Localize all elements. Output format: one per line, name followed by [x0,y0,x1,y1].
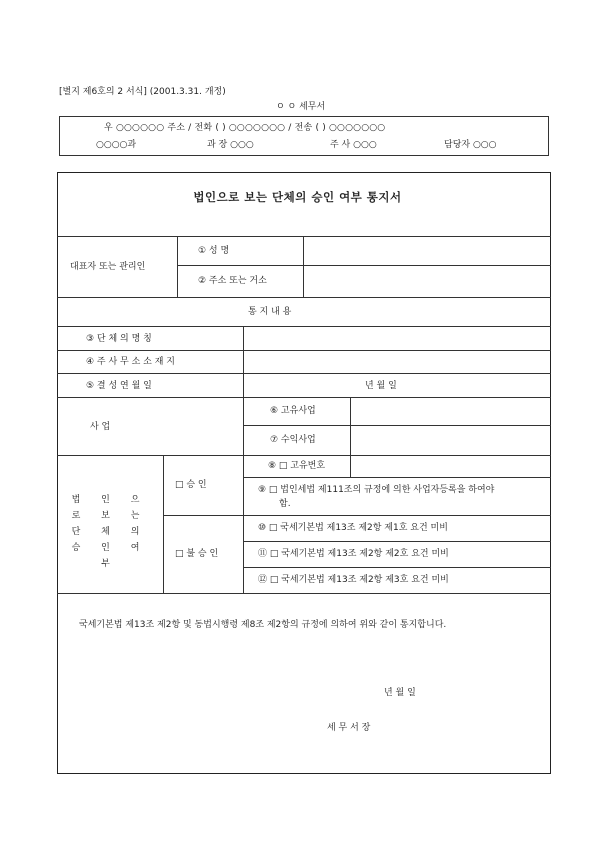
office-location-label: ④ 주 사 무 소 소 재 지 [86,357,175,367]
tax-office-head: 세 무 서 장 [327,723,371,733]
row-divider [57,593,551,594]
registration-line-1[interactable]: ⑨ □ 법인세법 제111조의 규정에 의한 사업자등록을 하여야 [258,485,495,495]
name-label: ① 성 명 [198,246,230,256]
approved-label[interactable]: □ 승 인 [175,480,207,490]
representative-label: 대표자 또는 관리인 [70,262,146,272]
group-name-label: ③ 단 체 의 명 칭 [86,334,152,344]
denied-label[interactable]: □ 불 승 인 [175,549,219,559]
row-divider [243,477,551,478]
business-label: 사 업 [90,422,111,432]
row-divider [177,265,551,266]
contact-dept: ○○○○과 [96,140,137,150]
row-divider [57,455,551,456]
denial-reason-3[interactable]: ⑫ □ 국세기본법 제13조 제2항 제3호 요건 미비 [258,575,449,585]
legal-statement: 국세기본법 제13조 제2항 및 동법시행령 제8조 제2항의 규정에 의하여 위와 같이 통지합니다. [79,620,447,630]
notice-date[interactable]: 년 월 일 [384,688,416,698]
unique-number-label[interactable]: ⑧ □ 고유번호 [268,461,326,471]
row-divider [57,397,551,398]
founding-date-value[interactable]: 년 월 일 [365,381,397,391]
row-divider [57,350,551,351]
row-divider [243,425,551,426]
notice-section-label: 통 지 내 용 [248,307,292,317]
row-divider [163,515,551,516]
denial-reason-2[interactable]: ⑪ □ 국세기본법 제13조 제2항 제2호 요건 미비 [258,549,449,559]
row-divider [57,373,551,374]
denial-reason-1[interactable]: ⑩ □ 국세기본법 제13조 제2항 제1호 요건 미비 [258,523,448,533]
address-label: ② 주소 또는 거소 [198,276,267,286]
document-title: 법인으로 보는 단체의 승인 여부 통지서 [193,190,402,204]
col-divider [163,455,164,593]
contact-line: 우 ○○○○○○ 주소 / 전화 ( ) ○○○○○○○ / 전송 ( ) ○○○○○○○ [104,123,386,133]
col-divider [243,326,244,593]
col-divider [177,236,178,297]
own-business-label: ⑥ 고유사업 [270,406,316,416]
row-divider [243,541,551,542]
office-name: ㅇ ㅇ 세무서 [276,102,326,112]
profit-business-label: ⑦ 수익사업 [270,435,316,445]
approval-group-label: 법 인 으 로 보 는 단 체 의 승 인 여 부 [71,495,149,569]
registration-line-2: 함. [279,499,291,509]
col-divider [350,397,351,477]
col-divider [303,236,304,297]
contact-chief: 과 장 ○○○ [207,140,254,150]
form-number: [별지 제6호의 2 서식] (2001.3.31. 개정) [59,87,226,97]
founding-date-label: ⑤ 결 성 연 월 일 [86,381,152,391]
contact-officer: 주 사 ○○○ [330,140,377,150]
row-divider [57,236,551,237]
row-divider [57,297,551,298]
row-divider [57,326,551,327]
row-divider [243,567,551,568]
contact-handler: 담당자 ○○○ [444,140,497,150]
